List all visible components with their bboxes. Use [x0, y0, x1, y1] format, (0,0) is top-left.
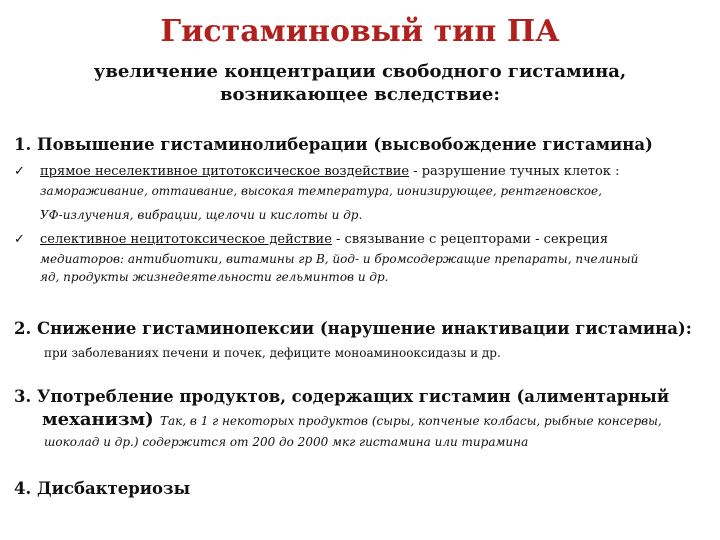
- section-3-heading-line-2: [42, 409, 720, 432]
- section-2-number: 2.: [14, 319, 32, 338]
- section-3-number: 3.: [14, 387, 32, 406]
- subtitle-line-1: увеличение концентрации свободного гистамина,: [93, 61, 627, 82]
- check-icon: ✓: [14, 164, 25, 179]
- subtitle-line-2: возникающее вследствие:: [220, 84, 500, 105]
- check-icon: ✓: [14, 232, 25, 247]
- section-2-text: при заболеваниях печени и почек, дефиците моноаминооксидазы и др.: [44, 346, 501, 360]
- item-1-line-2: УФ-излучения, вибрации, щелочи и кислоты и др.: [40, 208, 363, 222]
- section-1-heading-text: Повышение гистаминолиберации (высвобождение гистамина): [36, 135, 653, 154]
- slide-title: Гистаминовый тип ПА: [160, 14, 560, 49]
- section-2-heading: [14, 318, 714, 339]
- section-1-item-2: [14, 230, 714, 250]
- section-1-number: 1.: [14, 135, 32, 154]
- item-1-underlined: прямое неселективное цитотоксическое воздействие: [40, 164, 410, 179]
- section-1-heading: [14, 134, 714, 155]
- section-4-heading-text: Дисбактериозы: [36, 479, 191, 498]
- item-2-underlined: селективное нецитотоксическое действие: [40, 232, 332, 247]
- section-3-heading-mechanism: механизм): [42, 409, 154, 430]
- item-2-line-1: медиаторов: антибиотики, витамины гр В, йод- и бромсодержащие препараты, пчелиный: [40, 252, 639, 266]
- slide-subtitle: [80, 60, 640, 106]
- section-1-item-1: [14, 162, 714, 182]
- section-3-heading-text: Употребление продуктов, содержащих гистамин (алиментарный: [36, 387, 670, 406]
- section-3-heading: [14, 386, 714, 407]
- section-3-line-3: шоколад и др.) содержится от 200 до 2000 мкг гистамина или тирамина: [44, 435, 529, 449]
- item-1-line-1: замораживание, оттаивание, высокая температура, ионизирующее, рентгеновское,: [40, 184, 602, 198]
- item-2-rest: - связывание с рецепторами - секреция: [331, 232, 609, 247]
- item-2-line-2: яд, продукты жизнедеятельности гельминтов и др.: [40, 270, 389, 284]
- section-4-number: 4.: [14, 479, 32, 498]
- section-4-heading: [14, 478, 714, 499]
- section-2-heading-text: Снижение гистаминопексии (нарушение инактивации гистамина):: [36, 319, 692, 338]
- section-3-inline-text: Так, в 1 г некоторых продуктов (сыры, копченые колбасы, рыбные консервы,: [159, 414, 662, 428]
- item-1-rest: - разрушение тучных клеток :: [409, 164, 620, 179]
